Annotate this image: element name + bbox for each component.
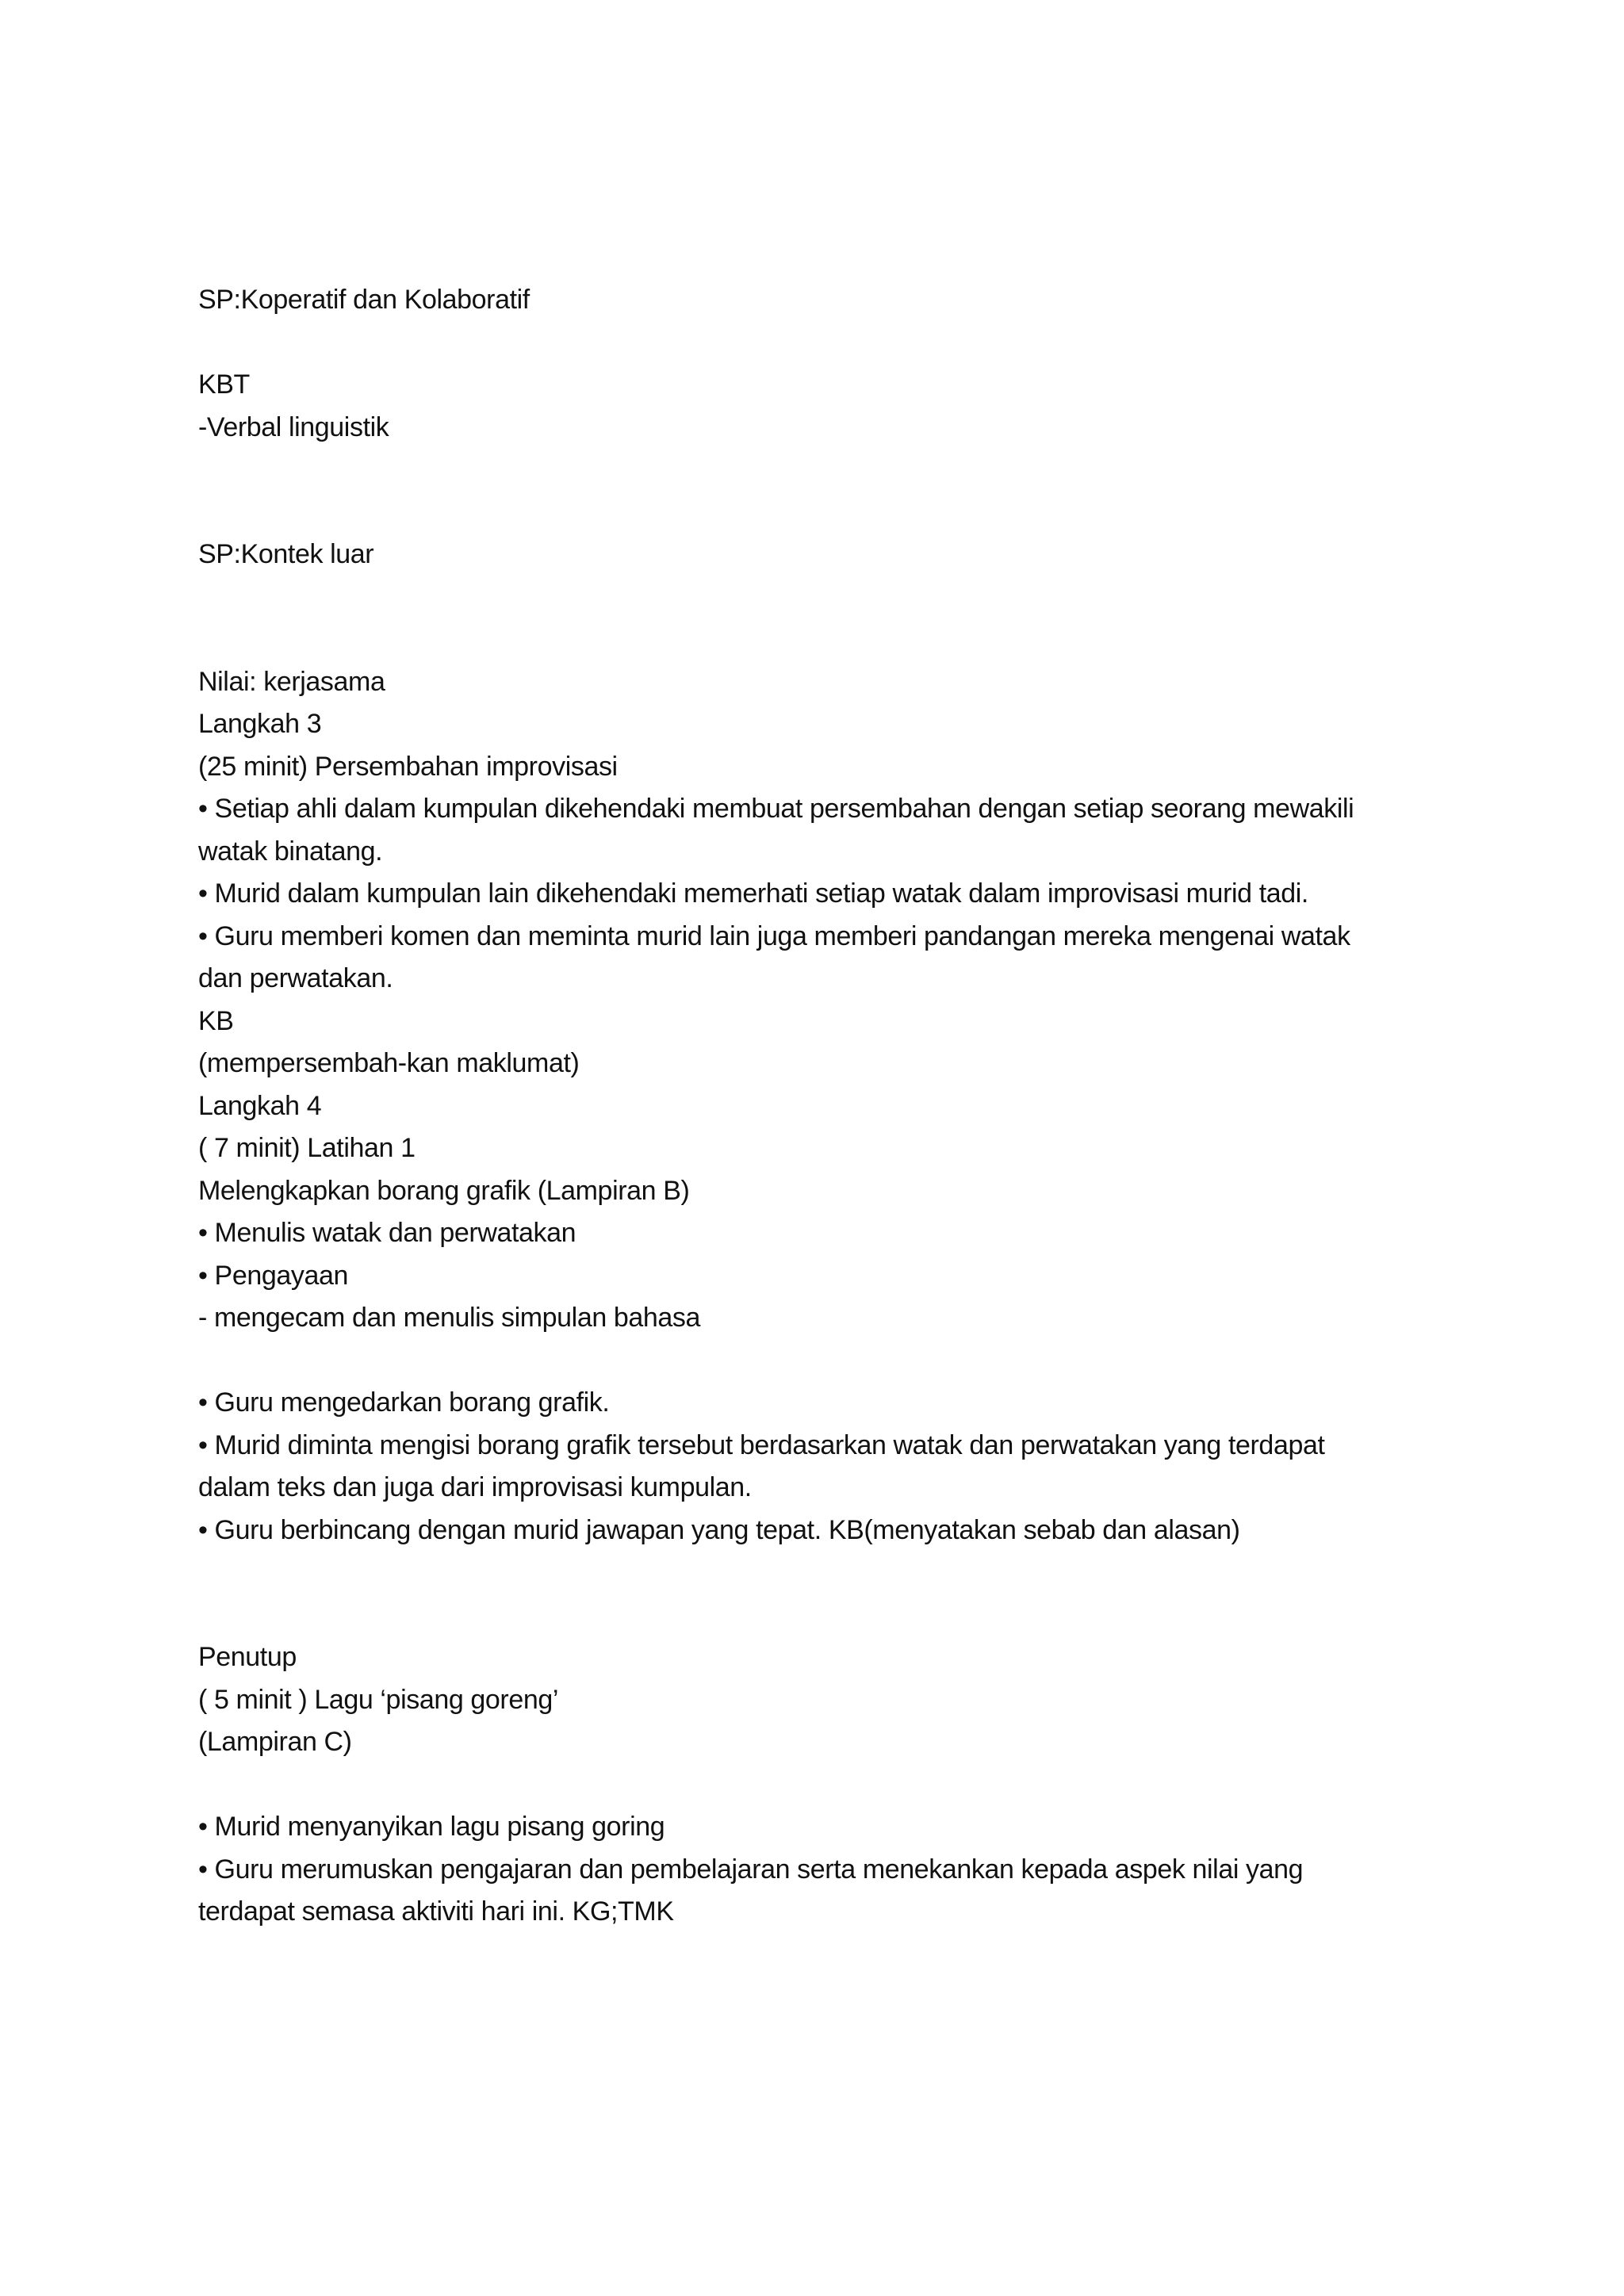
text-line: (25 minit) Persembahan improvisasi	[198, 751, 618, 782]
text-line: Melengkapkan borang grafik (Lampiran B)	[198, 1175, 690, 1206]
text-line: ( 7 minit) Latihan 1	[198, 1133, 416, 1163]
document-body	[198, 279, 1435, 1934]
blank-line	[198, 1340, 1435, 1383]
text-line: - mengecam dan menulis simpulan bahasa	[198, 1303, 701, 1333]
text-line: • Pengayaan	[198, 1260, 348, 1291]
text-line: (Lampiran C)	[198, 1727, 352, 1757]
text-line: • Guru mengedarkan borang grafik.	[198, 1387, 610, 1418]
text-line: dalam teks dan juga dari improvisasi kumpulan.	[198, 1472, 752, 1502]
text-line: • Guru berbincang dengan murid jawapan yang tepat. KB(menyatakan sebab dan alasan)	[198, 1514, 1240, 1545]
text-line: (mempersembah-kan maklumat)	[198, 1048, 580, 1078]
text-line: • Guru merumuskan pengajaran dan pembelajaran serta menekankan kepada aspek nilai yang	[198, 1854, 1304, 1885]
blank-line	[198, 322, 1435, 365]
text-line: SP:Koperatif dan Kolaboratif	[198, 285, 530, 315]
text-line: • Murid menyanyikan lagu pisang goring	[198, 1812, 665, 1842]
text-line: Langkah 3	[198, 709, 322, 739]
text-line: • Setiap ahli dalam kumpulan dikehendaki membuat persembahan dengan setiap seorang mewakili	[198, 794, 1354, 824]
blank-line	[198, 449, 1435, 534]
text-line: ( 5 minit ) Lagu ‘pisang goreng’	[198, 1684, 559, 1715]
text-line: -Verbal linguistik	[198, 411, 389, 442]
text-line: Langkah 4	[198, 1090, 322, 1121]
text-line: Penutup	[198, 1642, 297, 1672]
text-line: SP:Kontek luar	[198, 539, 374, 569]
text-line: • Menulis watak dan perwatakan	[198, 1218, 576, 1248]
text-line: watak binatang.	[198, 836, 383, 867]
text-line: terdapat semasa aktiviti hari ini. KG;TMK	[198, 1896, 674, 1927]
blank-line	[198, 576, 1435, 661]
text-line: KBT	[198, 369, 250, 400]
blank-line	[198, 1764, 1435, 1807]
text-line: • Murid diminta mengisi borang grafik tersebut berdasarkan watak dan perwatakan yang terdapat	[198, 1429, 1325, 1460]
text-line: • Guru memberi komen dan meminta murid lain juga memberi pandangan mereka mengenai watak	[198, 920, 1350, 951]
text-line: • Murid dalam kumpulan lain dikehendaki memerhati setiap watak dalam improvisasi murid tadi.	[198, 878, 1308, 909]
text-line: KB	[198, 1005, 234, 1036]
text-line: Nilai: kerjasama	[198, 666, 385, 697]
blank-line	[198, 1552, 1435, 1636]
text-line: dan perwatakan.	[198, 963, 393, 993]
